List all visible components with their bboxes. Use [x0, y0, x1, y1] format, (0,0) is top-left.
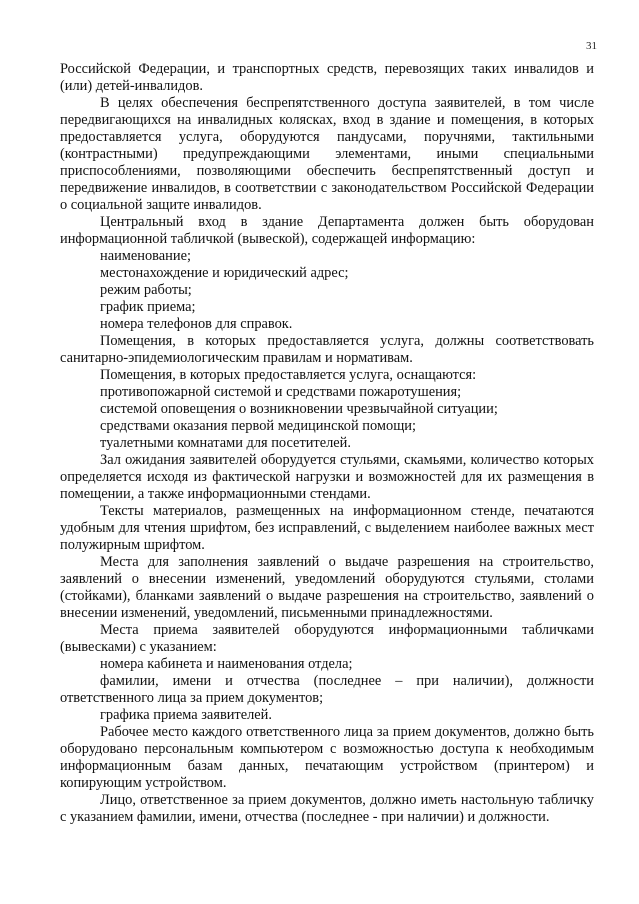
list-item: местонахождение и юридический адрес;	[100, 265, 349, 281]
paragraph: Места приема заявителей оборудуются информационными табличками (вывесками) с указанием:	[60, 622, 594, 655]
paragraph: Зал ожидания заявителей оборудуется стульями, скамьями, количество которых определяется исходя из фактической нагрузки и возможностей для их размещения в помещении, а также информационными стендами.	[60, 452, 594, 502]
paragraph: Помещения, в которых предоставляется услуга, должны соответствовать санитарно-эпидемиологическим правилам и нормативам.	[60, 333, 594, 366]
list-item: режим работы;	[100, 282, 192, 298]
paragraph: Помещения, в которых предоставляется услуга, оснащаются:	[100, 367, 477, 383]
paragraph: Лицо, ответственное за прием документов, должно иметь настольную табличку с указанием фамилии, имени, отчества (последнее - при наличии) и должности.	[60, 792, 594, 825]
list-item: номера телефонов для справок.	[100, 316, 293, 332]
paragraph: В целях обеспечения беспрепятственного доступа заявителей, в том числе передвигающихся на инвалидных колясках, вход в здание и помещения, в которых предоставляется услуга, оборудуются пандусами, поручнями, тактильными (контрастными) предупреждающими элементами, иными специальными приспособлениями, позволяющими обеспечить беспрепятственный доступ и передвижение инвалидов, в соответствии с законодательством Российской Федерации о социальной защите инвалидов.	[60, 95, 594, 213]
list-item: туалетными комнатами для посетителей.	[100, 435, 351, 451]
paragraph: Тексты материалов, размещенных на информационном стенде, печатаются удобным для чтения шрифтом, без исправлений, с выделением наиболее важных мест полужирным шрифтом.	[60, 503, 594, 553]
list-item: график приема;	[100, 299, 196, 315]
list-item: системой оповещения о возникновении чрезвычайной ситуации;	[100, 401, 498, 417]
paragraph: Российской Федерации, и транспортных средств, перевозящих таких инвалидов и (или) детей-инвалидов.	[60, 61, 594, 94]
page-number: 31	[586, 40, 597, 52]
document-body	[60, 61, 594, 826]
list-item: противопожарной системой и средствами пожаротушения;	[100, 384, 462, 400]
paragraph: Места для заполнения заявлений о выдаче разрешения на строительство, заявлений о внесении изменений, уведомлений оборудуются стульями, столами (стойками), бланками заявлений о выдаче разрешения на строительство, заявлений о внесении изменений, уведомлений, письменными принадлежностями.	[60, 554, 594, 621]
paragraph: фамилии, имени и отчества (последнее – при наличии), должности ответственного лица за прием документов;	[60, 673, 594, 706]
list-item: графика приема заявителей.	[100, 707, 272, 723]
list-item: номера кабинета и наименования отдела;	[100, 656, 353, 672]
list-item: наименование;	[100, 248, 191, 264]
list-item: средствами оказания первой медицинской помощи;	[100, 418, 416, 434]
paragraph: Центральный вход в здание Департамента должен быть оборудован информационной табличкой (вывеской), содержащей информацию:	[60, 214, 594, 247]
paragraph: Рабочее место каждого ответственного лица за прием документов, должно быть оборудовано персональным компьютером с возможностью доступа к необходимым информационным базам данных, печатающим устройством (принтером) и копирующим устройством.	[60, 724, 594, 791]
